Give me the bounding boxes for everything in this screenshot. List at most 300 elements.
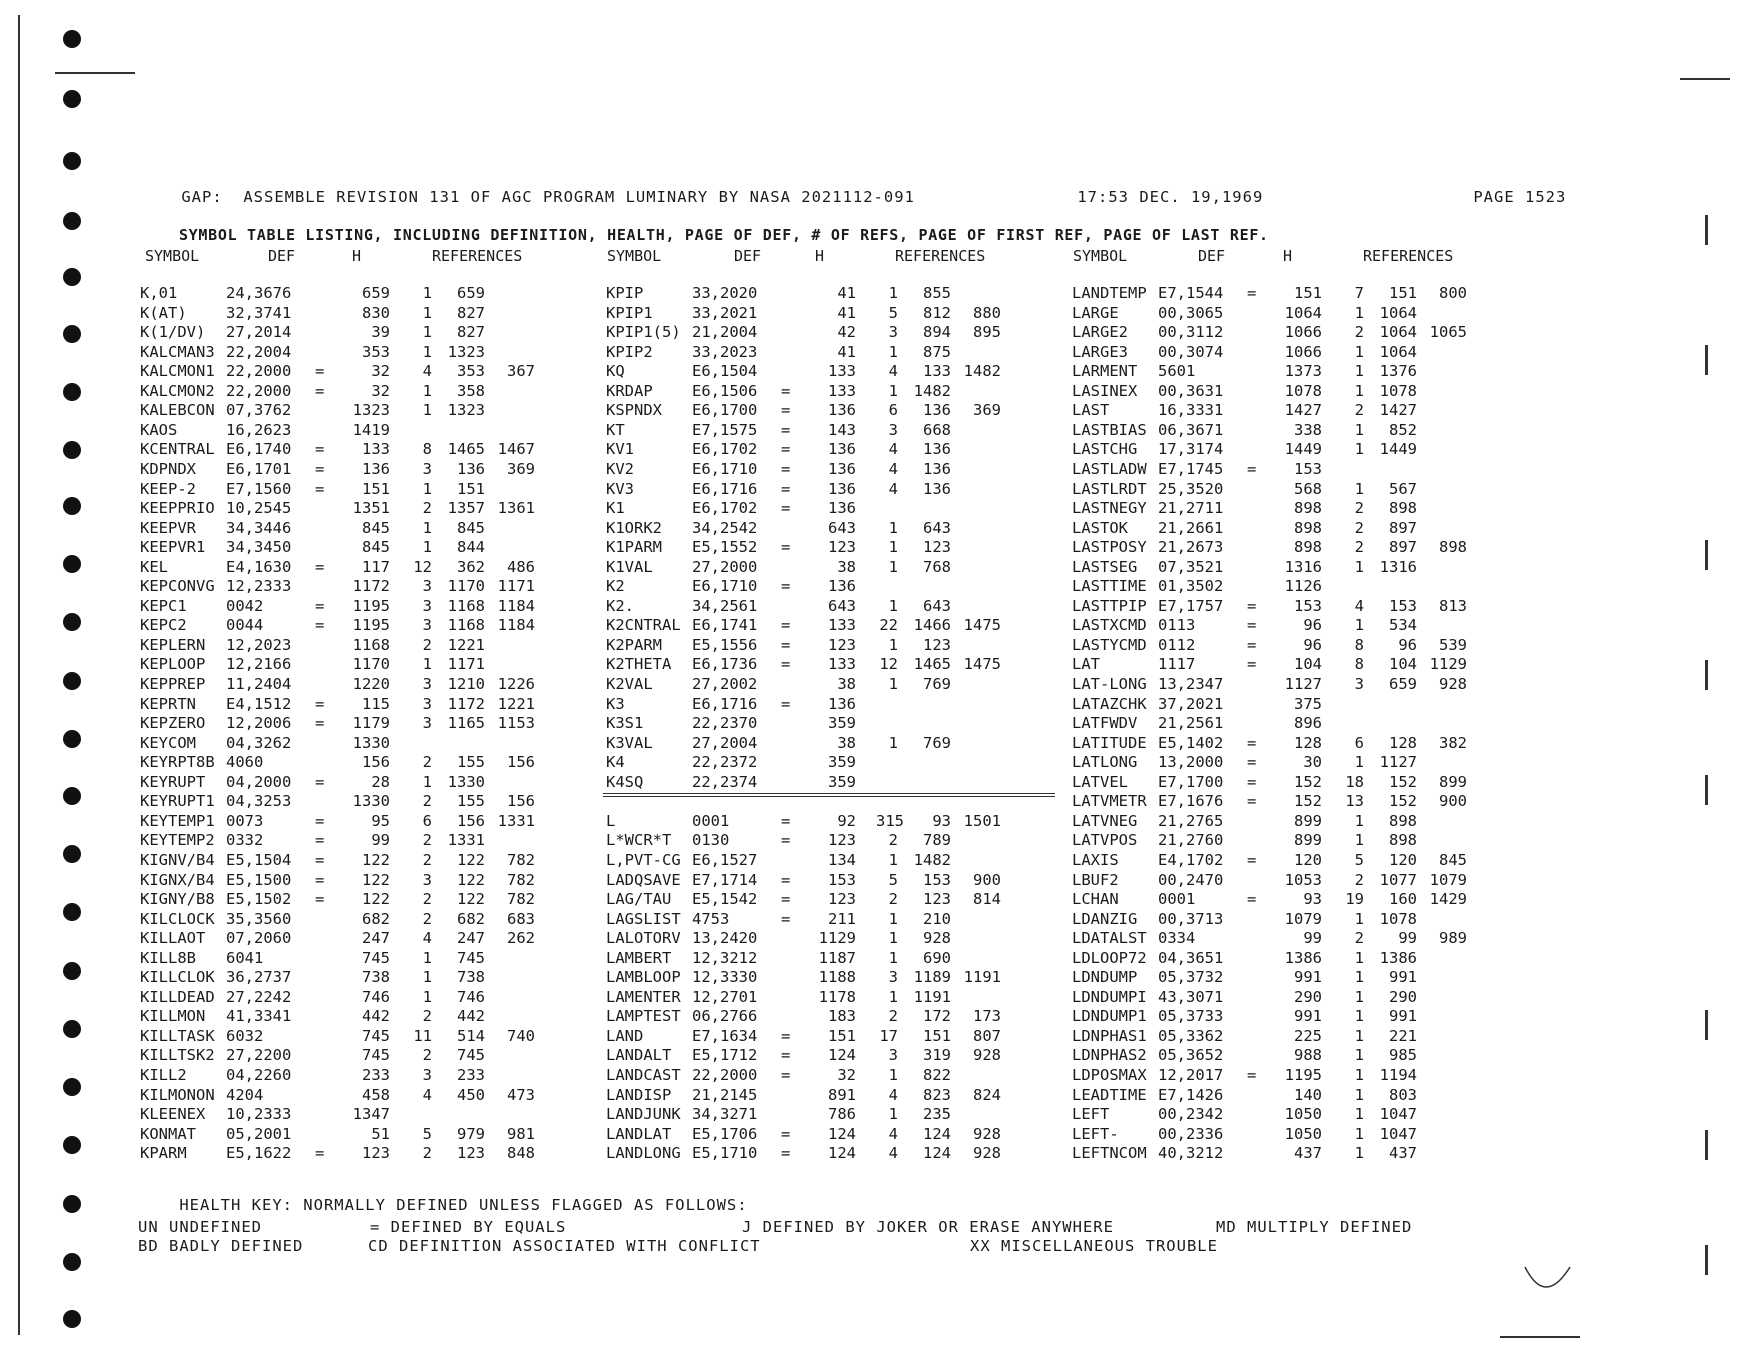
table-row bbox=[1072, 558, 1532, 577]
punch-hole bbox=[63, 1078, 81, 1096]
health-cell: = bbox=[315, 479, 325, 498]
table-row bbox=[1072, 812, 1532, 831]
last-ref-cell: 782 bbox=[507, 850, 535, 869]
def-page-cell: 136 bbox=[828, 401, 856, 420]
table-row bbox=[140, 1144, 600, 1163]
table-row bbox=[140, 616, 600, 635]
first-ref-cell: 136 bbox=[923, 479, 951, 498]
def-page-cell: 104 bbox=[1294, 655, 1322, 674]
first-ref-cell: 1064 bbox=[1379, 323, 1417, 342]
def-page-cell: 359 bbox=[828, 753, 856, 772]
def-cell: 34,3271 bbox=[692, 1105, 758, 1124]
def-cell: E6,1700 bbox=[692, 401, 758, 420]
def-cell: E7,1757 bbox=[1158, 596, 1224, 615]
def-page-cell: 1188 bbox=[818, 968, 856, 987]
last-ref-cell: 900 bbox=[973, 870, 1001, 889]
table-row bbox=[1072, 323, 1532, 342]
first-ref-cell: 124 bbox=[923, 1124, 951, 1143]
def-cell: E6,1710 bbox=[692, 459, 758, 478]
def-page-cell: 151 bbox=[1294, 284, 1322, 302]
symbol-cell: KEPLERN bbox=[140, 635, 206, 654]
ref-count-cell: 1 bbox=[888, 342, 898, 361]
last-ref-cell: 156 bbox=[507, 792, 535, 811]
def-cell: E5,1502 bbox=[226, 890, 292, 909]
table-row bbox=[606, 440, 1066, 459]
def-page-cell: 96 bbox=[1303, 616, 1322, 635]
ref-count-cell: 1 bbox=[1354, 987, 1364, 1006]
ref-count-cell: 3 bbox=[422, 577, 432, 596]
ref-count-cell: 5 bbox=[1354, 850, 1364, 869]
health-cell: = bbox=[1247, 284, 1257, 302]
symbol-cell: KPIP2 bbox=[606, 342, 653, 361]
table-row bbox=[606, 1046, 1066, 1065]
first-ref-cell: 1323 bbox=[447, 342, 485, 361]
first-ref-cell: 643 bbox=[923, 518, 951, 537]
def-page-cell: 247 bbox=[362, 929, 390, 948]
table-row bbox=[140, 1105, 600, 1124]
table-row bbox=[140, 597, 600, 616]
table-row bbox=[606, 343, 1066, 362]
ref-count-cell: 1 bbox=[888, 948, 898, 967]
symbol-cell: LAT bbox=[1072, 655, 1100, 674]
key-conflict: CD DEFINITION ASSOCIATED WITH CONFLICT bbox=[368, 1237, 761, 1255]
def-cell: 07,2060 bbox=[226, 929, 292, 948]
def-cell: 00,3713 bbox=[1158, 909, 1224, 928]
first-ref-cell: 659 bbox=[1389, 675, 1417, 693]
last-ref-cell: 1226 bbox=[497, 675, 535, 693]
table-row bbox=[140, 773, 600, 792]
def-page-cell: 1066 bbox=[1284, 342, 1322, 361]
health-cell: = bbox=[781, 616, 791, 635]
right-margin-mark bbox=[1705, 660, 1708, 690]
def-cell: 21,2673 bbox=[1158, 538, 1224, 557]
def-page-cell: 898 bbox=[1294, 499, 1322, 518]
def-page-cell: 32 bbox=[371, 362, 390, 381]
first-ref-cell: 104 bbox=[1389, 655, 1417, 674]
def-cell: 12,2701 bbox=[692, 987, 758, 1006]
table-row bbox=[606, 1027, 1066, 1046]
punch-hole bbox=[63, 212, 81, 230]
last-ref-cell: 1331 bbox=[497, 811, 535, 830]
last-ref-cell: 1184 bbox=[497, 616, 535, 635]
def-page-cell: 1179 bbox=[352, 714, 390, 733]
table-row bbox=[140, 851, 600, 870]
ref-count-cell: 2 bbox=[1354, 518, 1364, 537]
punch-hole bbox=[63, 672, 81, 690]
def-page-cell: 830 bbox=[362, 303, 390, 322]
ref-count-cell: 1 bbox=[888, 518, 898, 537]
table-row bbox=[1072, 577, 1532, 596]
symbol-cell: KEPC2 bbox=[140, 616, 187, 635]
table-row bbox=[140, 871, 600, 890]
def-cell: 16,2623 bbox=[226, 420, 292, 439]
def-cell: 6041 bbox=[226, 948, 264, 967]
first-ref-cell: 1172 bbox=[447, 694, 485, 713]
last-ref-cell: 1153 bbox=[497, 714, 535, 733]
punch-hole bbox=[63, 1310, 81, 1328]
symbol-cell: KEEPVR bbox=[140, 518, 196, 537]
def-cell: 0042 bbox=[226, 596, 264, 615]
first-ref-cell: 233 bbox=[457, 1066, 485, 1084]
def-page-cell: 211 bbox=[828, 909, 856, 928]
ref-count-cell: 1 bbox=[888, 1066, 898, 1084]
first-ref-cell: 1221 bbox=[447, 635, 485, 654]
table-row bbox=[606, 695, 1066, 714]
def-cell: 04,3253 bbox=[226, 792, 292, 811]
table-row bbox=[1072, 675, 1532, 694]
first-ref-cell: 1189 bbox=[913, 968, 951, 987]
ref-count-cell: 1 bbox=[1354, 440, 1364, 459]
margin-line bbox=[18, 15, 20, 1335]
def-cell: 00,3631 bbox=[1158, 381, 1224, 400]
health-cell: = bbox=[1247, 772, 1257, 791]
def-cell: E6,1741 bbox=[692, 616, 758, 635]
table-row bbox=[140, 421, 600, 440]
def-page-cell: 32 bbox=[371, 381, 390, 400]
symbol-cell: LDANZIG bbox=[1072, 909, 1138, 928]
punch-hole bbox=[63, 441, 81, 459]
last-ref-cell: 156 bbox=[507, 753, 535, 772]
last-ref-cell: 369 bbox=[973, 401, 1001, 420]
last-ref-cell: 262 bbox=[507, 929, 535, 948]
last-ref-cell: 782 bbox=[507, 870, 535, 889]
ref-count-cell: 8 bbox=[1354, 635, 1364, 654]
def-page-cell: 898 bbox=[1294, 518, 1322, 537]
ref-count-cell: 2 bbox=[422, 1046, 432, 1065]
first-ref-cell: 844 bbox=[457, 538, 485, 557]
ref-count-cell: 1 bbox=[422, 948, 432, 967]
table-row bbox=[140, 929, 600, 948]
first-ref-cell: 898 bbox=[1389, 831, 1417, 850]
last-ref-cell: 899 bbox=[1439, 772, 1467, 791]
def-cell: 17,3174 bbox=[1158, 440, 1224, 459]
last-ref-cell: 1065 bbox=[1429, 323, 1467, 342]
def-cell: E5,1622 bbox=[226, 1144, 292, 1163]
page-number: PAGE 1523 bbox=[1473, 188, 1567, 206]
def-cell: 27,2000 bbox=[692, 557, 758, 576]
symbol-cell: KEYTEMP1 bbox=[140, 811, 215, 830]
ref-count-cell: 3 bbox=[1354, 675, 1364, 693]
ref-count-cell: 6 bbox=[1354, 733, 1364, 752]
first-ref-cell: 353 bbox=[457, 362, 485, 381]
right-margin-mark bbox=[1705, 215, 1708, 245]
table-row bbox=[606, 401, 1066, 420]
def-cell: 00,3112 bbox=[1158, 323, 1224, 342]
last-ref-cell: 1184 bbox=[497, 596, 535, 615]
right-margin-mark bbox=[1705, 1010, 1708, 1040]
health-cell: = bbox=[1247, 655, 1257, 674]
def-page-cell: 225 bbox=[1294, 1026, 1322, 1045]
first-ref-cell: 122 bbox=[457, 890, 485, 909]
def-cell: 10,2333 bbox=[226, 1105, 292, 1124]
first-ref-cell: 690 bbox=[923, 948, 951, 967]
first-ref-cell: 898 bbox=[1389, 811, 1417, 830]
table-row bbox=[140, 1066, 600, 1085]
table-row bbox=[140, 440, 600, 459]
table-row bbox=[140, 284, 600, 303]
def-cell: 33,2023 bbox=[692, 342, 758, 361]
first-ref-cell: 156 bbox=[457, 811, 485, 830]
symbol-cell: LANDCAST bbox=[606, 1066, 681, 1084]
key-undefined: UN UNDEFINED bbox=[138, 1218, 262, 1236]
col-header-health: H bbox=[815, 247, 825, 265]
first-ref-cell: 1376 bbox=[1379, 362, 1417, 381]
last-ref-cell: 369 bbox=[507, 459, 535, 478]
ref-count-cell: 4 bbox=[888, 459, 898, 478]
table-row bbox=[1072, 362, 1532, 381]
ref-count-cell: 3 bbox=[422, 714, 432, 733]
table-row bbox=[1072, 1086, 1532, 1105]
first-ref-cell: 99 bbox=[1398, 929, 1417, 948]
def-page-cell: 32 bbox=[837, 1066, 856, 1084]
def-page-cell: 845 bbox=[362, 518, 390, 537]
first-ref-cell: 450 bbox=[457, 1085, 485, 1104]
health-cell: = bbox=[781, 1066, 791, 1084]
table-row bbox=[1072, 616, 1532, 635]
def-page-cell: 1127 bbox=[1284, 675, 1322, 693]
table-row bbox=[1072, 929, 1532, 948]
ref-count-cell: 4 bbox=[888, 1085, 898, 1104]
first-ref-cell: 1047 bbox=[1379, 1105, 1417, 1124]
symbol-cell: KALCMAN3 bbox=[140, 342, 215, 361]
def-page-cell: 375 bbox=[1294, 694, 1322, 713]
ref-count-cell: 1 bbox=[1354, 968, 1364, 987]
first-ref-cell: 358 bbox=[457, 381, 485, 400]
symbol-cell: LASTXCMD bbox=[1072, 616, 1147, 635]
symbol-cell: LAGSLIST bbox=[606, 909, 681, 928]
def-cell: E5,1504 bbox=[226, 850, 292, 869]
table-row bbox=[606, 714, 1066, 733]
symbol-cell: KT bbox=[606, 420, 625, 439]
table-row bbox=[1072, 440, 1532, 459]
symbol-cell: KEYRPT8B bbox=[140, 753, 215, 772]
table-row bbox=[606, 636, 1066, 655]
ref-count-cell: 1 bbox=[1354, 420, 1364, 439]
def-cell: 13,2347 bbox=[1158, 675, 1224, 693]
first-ref-cell: 1482 bbox=[913, 850, 951, 869]
def-cell: E6,1506 bbox=[692, 381, 758, 400]
def-page-cell: 133 bbox=[828, 616, 856, 635]
def-cell: 34,2561 bbox=[692, 596, 758, 615]
first-ref-cell: 991 bbox=[1389, 1007, 1417, 1026]
last-ref-cell: 928 bbox=[973, 1144, 1001, 1163]
last-ref-cell: 173 bbox=[973, 1007, 1001, 1026]
def-cell: 06,3671 bbox=[1158, 420, 1224, 439]
def-page-cell: 1449 bbox=[1284, 440, 1322, 459]
col-header-references: REFERENCES bbox=[432, 247, 523, 265]
first-ref-cell: 897 bbox=[1389, 518, 1417, 537]
table-row bbox=[606, 480, 1066, 499]
symbol-cell: K2. bbox=[606, 596, 634, 615]
table-row bbox=[606, 538, 1066, 557]
first-ref-cell: 643 bbox=[923, 596, 951, 615]
table-row bbox=[1072, 734, 1532, 753]
table-row bbox=[140, 753, 600, 772]
symbol-cell: LASTNEGY bbox=[1072, 499, 1147, 518]
def-cell: E6,1716 bbox=[692, 479, 758, 498]
symbol-cell: LASTLADW bbox=[1072, 459, 1147, 478]
last-ref-cell: 683 bbox=[507, 909, 535, 928]
first-ref-cell: 362 bbox=[457, 557, 485, 576]
def-cell: 36,2737 bbox=[226, 968, 292, 987]
ref-count-cell: 1 bbox=[888, 1105, 898, 1124]
bottom-right-rule bbox=[1500, 1336, 1580, 1338]
first-ref-cell: 897 bbox=[1389, 538, 1417, 557]
table-row bbox=[1072, 401, 1532, 420]
table-row bbox=[1072, 695, 1532, 714]
symbol-cell: LATVMETR bbox=[1072, 792, 1147, 811]
def-page-cell: 1220 bbox=[352, 675, 390, 693]
right-margin-mark bbox=[1705, 1130, 1708, 1160]
symbol-cell: K4 bbox=[606, 753, 625, 772]
symbol-cell: K3 bbox=[606, 694, 625, 713]
health-cell: = bbox=[1247, 596, 1257, 615]
table-row bbox=[606, 1086, 1066, 1105]
punch-hole bbox=[63, 90, 81, 108]
col-header-def: DEF bbox=[268, 247, 296, 265]
ref-count-cell: 1 bbox=[1354, 479, 1364, 498]
def-cell: E7,1714 bbox=[692, 870, 758, 889]
def-page-cell: 359 bbox=[828, 772, 856, 791]
table-row bbox=[606, 734, 1066, 753]
symbol-cell: KV2 bbox=[606, 459, 634, 478]
ref-count-cell: 1 bbox=[1354, 557, 1364, 576]
first-ref-cell: 746 bbox=[457, 987, 485, 1006]
def-cell: 21,2661 bbox=[1158, 518, 1224, 537]
last-ref-cell: 1361 bbox=[497, 499, 535, 518]
def-page-cell: 136 bbox=[362, 459, 390, 478]
table-row bbox=[140, 636, 600, 655]
symbol-cell: LASTLRDT bbox=[1072, 479, 1147, 498]
table-row bbox=[1072, 343, 1532, 362]
table-row bbox=[1072, 1066, 1532, 1085]
first-ref-cell: 124 bbox=[923, 1144, 951, 1163]
table-row bbox=[606, 812, 1066, 831]
ref-count-cell: 1 bbox=[1354, 1026, 1364, 1045]
ref-count-cell: 1 bbox=[1354, 1124, 1364, 1143]
first-ref-cell: 769 bbox=[923, 733, 951, 752]
def-cell: 12,2023 bbox=[226, 635, 292, 654]
health-cell: = bbox=[1247, 635, 1257, 654]
symbol-cell: K4SQ bbox=[606, 772, 644, 791]
table-row bbox=[1072, 304, 1532, 323]
def-page-cell: 136 bbox=[828, 440, 856, 459]
ref-count-cell: 1 bbox=[1354, 1105, 1364, 1124]
table-row bbox=[1072, 851, 1532, 870]
ref-count-cell: 1 bbox=[422, 303, 432, 322]
last-ref-cell: 813 bbox=[1439, 596, 1467, 615]
def-page-cell: 133 bbox=[828, 655, 856, 674]
symbol-cell: LASTBIAS bbox=[1072, 420, 1147, 439]
def-page-cell: 1172 bbox=[352, 577, 390, 596]
symbol-cell: K1PARM bbox=[606, 538, 662, 557]
first-ref-cell: 991 bbox=[1389, 968, 1417, 987]
def-page-cell: 991 bbox=[1294, 968, 1322, 987]
def-cell: 00,2342 bbox=[1158, 1105, 1224, 1124]
right-margin-mark bbox=[1705, 540, 1708, 570]
ref-count-cell: 1 bbox=[422, 518, 432, 537]
def-page-cell: 1129 bbox=[818, 929, 856, 948]
first-ref-cell: 1449 bbox=[1379, 440, 1417, 459]
symbol-cell: LAND bbox=[606, 1026, 644, 1045]
ref-count-cell: 3 bbox=[888, 323, 898, 342]
symbol-cell: LARGE3 bbox=[1072, 342, 1128, 361]
key-multiply: MD MULTIPLY DEFINED bbox=[1216, 1218, 1413, 1236]
symbol-cell: KPIP bbox=[606, 284, 644, 302]
table-row bbox=[1072, 1105, 1532, 1124]
table-row bbox=[140, 304, 600, 323]
symbol-cell: LAMBLOOP bbox=[606, 968, 681, 987]
health-cell: = bbox=[315, 850, 325, 869]
table-row bbox=[1072, 284, 1532, 303]
ref-count-cell: 4 bbox=[1354, 596, 1364, 615]
first-ref-cell: 160 bbox=[1389, 890, 1417, 909]
symbol-cell: KALCMON2 bbox=[140, 381, 215, 400]
punch-hole bbox=[63, 903, 81, 921]
table-row bbox=[606, 655, 1066, 674]
ref-count-cell: 4 bbox=[888, 440, 898, 459]
symbol-cell: KILL2 bbox=[140, 1066, 187, 1084]
ref-count-cell: 1 bbox=[1354, 831, 1364, 850]
symbol-cell: L,PVT-CG bbox=[606, 850, 681, 869]
symbol-cell: LASTOK bbox=[1072, 518, 1128, 537]
ref-count-cell: 1 bbox=[888, 538, 898, 557]
def-cell: 21,2561 bbox=[1158, 714, 1224, 733]
ref-count-cell: 2 bbox=[422, 635, 432, 654]
def-cell: 07,3762 bbox=[226, 401, 292, 420]
def-cell: E7,1575 bbox=[692, 420, 758, 439]
symbol-cell: LALOTORV bbox=[606, 929, 681, 948]
def-cell: 41,3341 bbox=[226, 1007, 292, 1026]
last-ref-cell: 824 bbox=[973, 1085, 1001, 1104]
ref-count-cell: 315 bbox=[876, 811, 904, 830]
symbol-cell: KEYCOM bbox=[140, 733, 196, 752]
first-ref-cell: 659 bbox=[457, 284, 485, 302]
symbol-cell: LAMENTER bbox=[606, 987, 681, 1006]
def-cell: 05,2001 bbox=[226, 1124, 292, 1143]
def-page-cell: 133 bbox=[828, 381, 856, 400]
health-cell: = bbox=[781, 1144, 791, 1163]
def-cell: E7,1745 bbox=[1158, 459, 1224, 478]
def-page-cell: 899 bbox=[1294, 831, 1322, 850]
last-ref-cell: 800 bbox=[1439, 284, 1467, 302]
punch-hole bbox=[63, 962, 81, 980]
first-ref-cell: 745 bbox=[457, 1046, 485, 1065]
last-ref-cell: 1467 bbox=[497, 440, 535, 459]
symbol-cell: LATLONG bbox=[1072, 753, 1138, 772]
table-row bbox=[140, 910, 600, 929]
def-cell: 12,2166 bbox=[226, 655, 292, 674]
health-cell: = bbox=[781, 499, 791, 518]
ref-count-cell: 3 bbox=[422, 870, 432, 889]
symbol-cell: KEEPPRIO bbox=[140, 499, 215, 518]
symbol-cell: KSPNDX bbox=[606, 401, 662, 420]
first-ref-cell: 875 bbox=[923, 342, 951, 361]
table-row bbox=[140, 1027, 600, 1046]
ref-count-cell: 4 bbox=[888, 479, 898, 498]
key-badly: BD BADLY DEFINED bbox=[138, 1237, 304, 1255]
table-row bbox=[1072, 597, 1532, 616]
def-page-cell: 99 bbox=[371, 831, 390, 850]
ref-count-cell: 17 bbox=[879, 1026, 898, 1045]
symbol-cell: LAXIS bbox=[1072, 850, 1119, 869]
health-cell: = bbox=[781, 440, 791, 459]
def-page-cell: 1126 bbox=[1284, 577, 1322, 596]
symbol-cell: K2CNTRAL bbox=[606, 616, 681, 635]
def-cell: 4204 bbox=[226, 1085, 264, 1104]
def-page-cell: 152 bbox=[1294, 772, 1322, 791]
table-row bbox=[606, 519, 1066, 538]
